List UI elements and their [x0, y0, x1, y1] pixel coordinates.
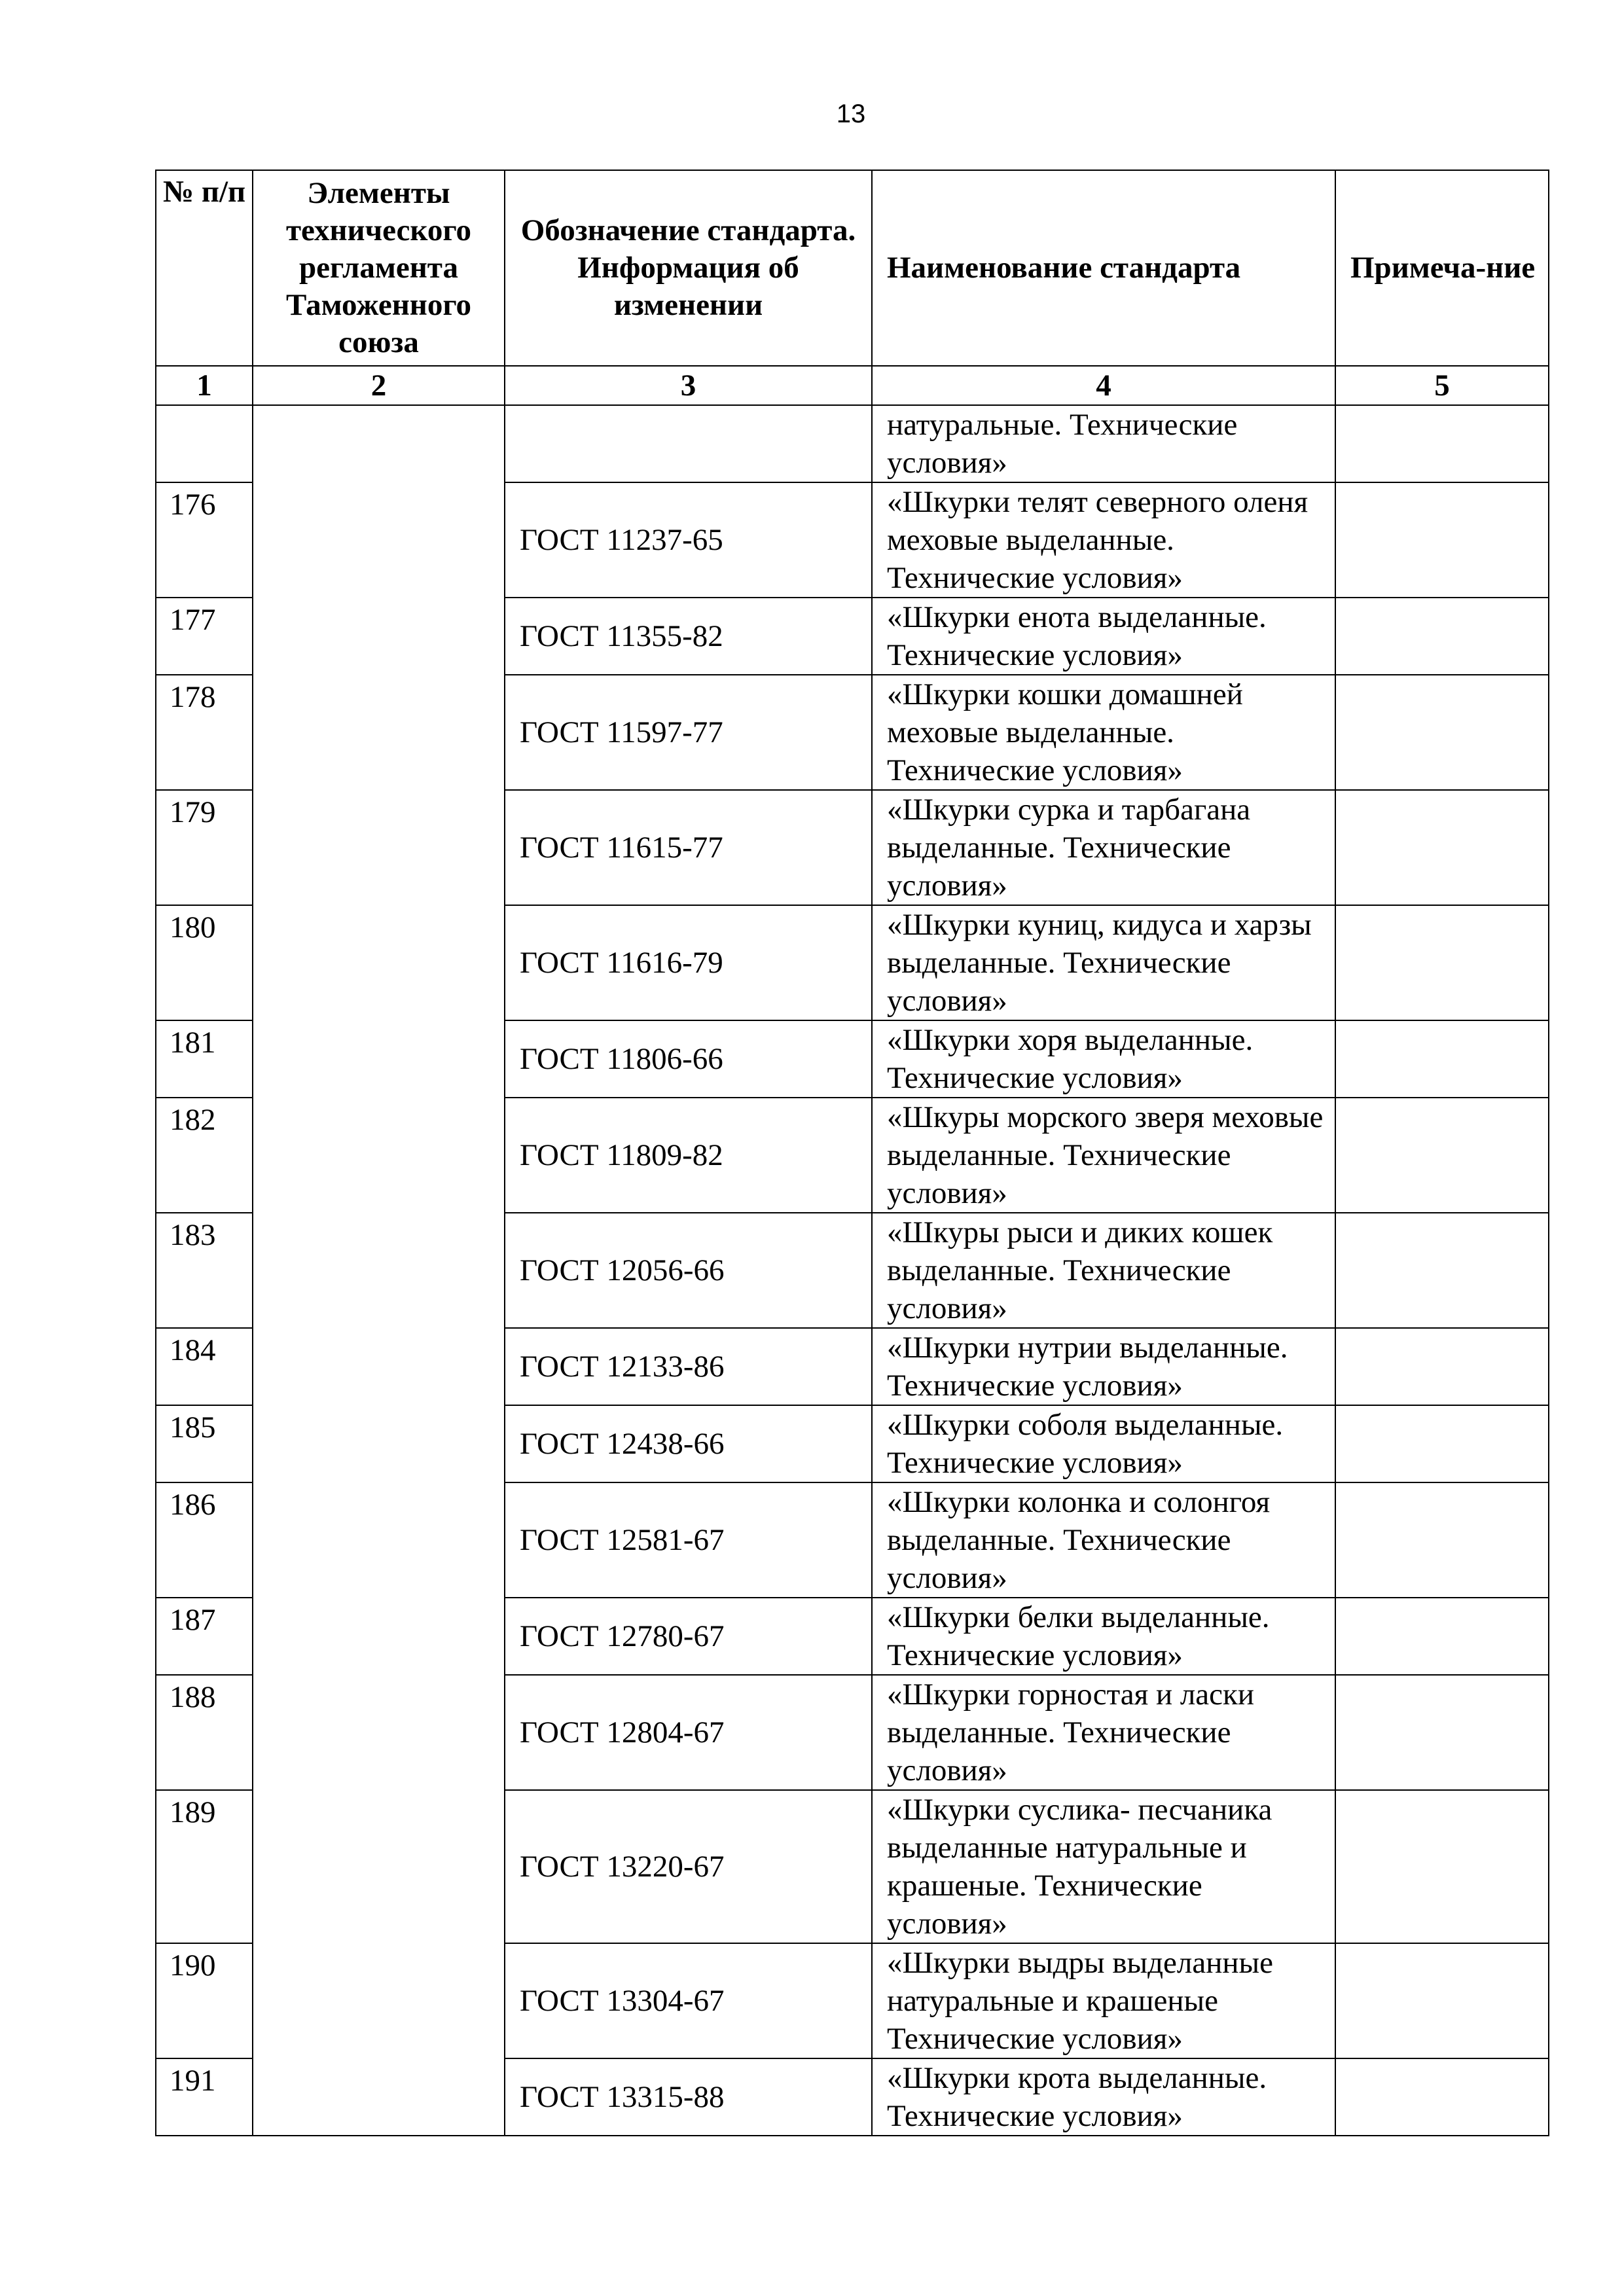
row-number: 190 [156, 1943, 253, 2058]
note-cell [1335, 405, 1549, 482]
standard-name: «Шкурки куниц, кидуса и харзы выделанные. Технические условия» [872, 905, 1335, 1020]
standard-name: «Шкурки нутрии выделанные. Технические условия» [872, 1328, 1335, 1405]
standard-name: «Шкурки горностая и ласки выделанные. Технические условия» [872, 1675, 1335, 1790]
note-cell [1335, 1405, 1549, 1482]
gost-cell: ГОСТ 11615-77 [505, 790, 872, 905]
gost-cell: ГОСТ 11597-77 [505, 675, 872, 790]
header-number: № п/п [156, 170, 253, 366]
note-cell [1335, 598, 1549, 675]
column-number: 2 [253, 366, 505, 405]
note-cell [1335, 905, 1549, 1020]
row-number: 184 [156, 1328, 253, 1405]
note-cell [1335, 1020, 1549, 1098]
note-cell [1335, 1482, 1549, 1598]
note-cell [1335, 1328, 1549, 1405]
row-number: 187 [156, 1598, 253, 1675]
row-number: 189 [156, 1790, 253, 1943]
standard-name: «Шкуры рыси и диких кошек выделанные. Технические условия» [872, 1213, 1335, 1328]
standard-name: «Шкурки телят северного оленя меховые выделанные. Технические условия» [872, 482, 1335, 598]
gost-cell: ГОСТ 11616-79 [505, 905, 872, 1020]
gost-cell: ГОСТ 12438-66 [505, 1405, 872, 1482]
note-cell [1335, 1943, 1549, 2058]
gost-cell: ГОСТ 13304-67 [505, 1943, 872, 2058]
row-number: 179 [156, 790, 253, 905]
row-number: 183 [156, 1213, 253, 1328]
row-number: 180 [156, 905, 253, 1020]
header-note: Примеча-ние [1335, 170, 1549, 366]
standard-name: «Шкурки енота выделанные. Технические условия» [872, 598, 1335, 675]
row-number: 182 [156, 1098, 253, 1213]
column-number: 5 [1335, 366, 1549, 405]
gost-cell: ГОСТ 12133-86 [505, 1328, 872, 1405]
page-number: 13 [836, 99, 866, 128]
standards-table [155, 170, 1549, 2136]
note-cell [1335, 1098, 1549, 1213]
standard-name: «Шкурки сурка и тарбагана выделанные. Технические условия» [872, 790, 1335, 905]
gost-cell: ГОСТ 11806-66 [505, 1020, 872, 1098]
note-cell [1335, 1675, 1549, 1790]
column-number: 4 [872, 366, 1335, 405]
row-number: 181 [156, 1020, 253, 1098]
row-number [156, 405, 253, 482]
note-cell [1335, 1213, 1549, 1328]
note-cell [1335, 1598, 1549, 1675]
header-row [156, 170, 1549, 366]
note-cell [1335, 2058, 1549, 2136]
note-cell [1335, 482, 1549, 598]
column-number: 1 [156, 366, 253, 405]
gost-cell: ГОСТ 12581-67 [505, 1482, 872, 1598]
gost-cell: ГОСТ 11809-82 [505, 1098, 872, 1213]
gost-cell: ГОСТ 12780-67 [505, 1598, 872, 1675]
row-number: 188 [156, 1675, 253, 1790]
standard-name: «Шкурки суслика- песчаника выделанные натуральные и крашеные. Технические условия» [872, 1790, 1335, 1943]
gost-cell: ГОСТ 13315-88 [505, 2058, 872, 2136]
gost-cell: ГОСТ 13220-67 [505, 1790, 872, 1943]
standard-name: «Шкурки выдры выделанные натуральные и крашеные Технические условия» [872, 1943, 1335, 2058]
standard-name: «Шкурки соболя выделанные. Технические условия» [872, 1405, 1335, 1482]
note-cell [1335, 1790, 1549, 1943]
table-row [156, 405, 1549, 482]
note-cell [1335, 790, 1549, 905]
elements-cell [253, 405, 505, 2136]
gost-cell: ГОСТ 12804-67 [505, 1675, 872, 1790]
column-numbers-row [156, 366, 1549, 405]
standard-name: натуральные. Технические условия» [872, 405, 1335, 482]
standard-name: «Шкурки хоря выделанные. Технические условия» [872, 1020, 1335, 1098]
standard-name: «Шкуры морского зверя меховые выделанные. Технические условия» [872, 1098, 1335, 1213]
gost-cell [505, 405, 872, 482]
row-number: 176 [156, 482, 253, 598]
row-number: 186 [156, 1482, 253, 1598]
row-number: 178 [156, 675, 253, 790]
header-elements: Элементы технического регламента Таможенного союза [253, 170, 505, 366]
gost-cell: ГОСТ 12056-66 [505, 1213, 872, 1328]
gost-cell: ГОСТ 11355-82 [505, 598, 872, 675]
row-number: 191 [156, 2058, 253, 2136]
header-designation: Обозначение стандарта. Информация об изменении [505, 170, 872, 366]
note-cell [1335, 675, 1549, 790]
header-standard-name: Наименование стандарта [872, 170, 1335, 366]
row-number: 177 [156, 598, 253, 675]
gost-cell: ГОСТ 11237-65 [505, 482, 872, 598]
standard-name: «Шкурки белки выделанные. Технические условия» [872, 1598, 1335, 1675]
standard-name: «Шкурки кошки домашней меховые выделанные. Технические условия» [872, 675, 1335, 790]
standard-name: «Шкурки колонка и солонгоя выделанные. Технические условия» [872, 1482, 1335, 1598]
standard-name: «Шкурки крота выделанные. Технические условия» [872, 2058, 1335, 2136]
column-number: 3 [505, 366, 872, 405]
row-number: 185 [156, 1405, 253, 1482]
